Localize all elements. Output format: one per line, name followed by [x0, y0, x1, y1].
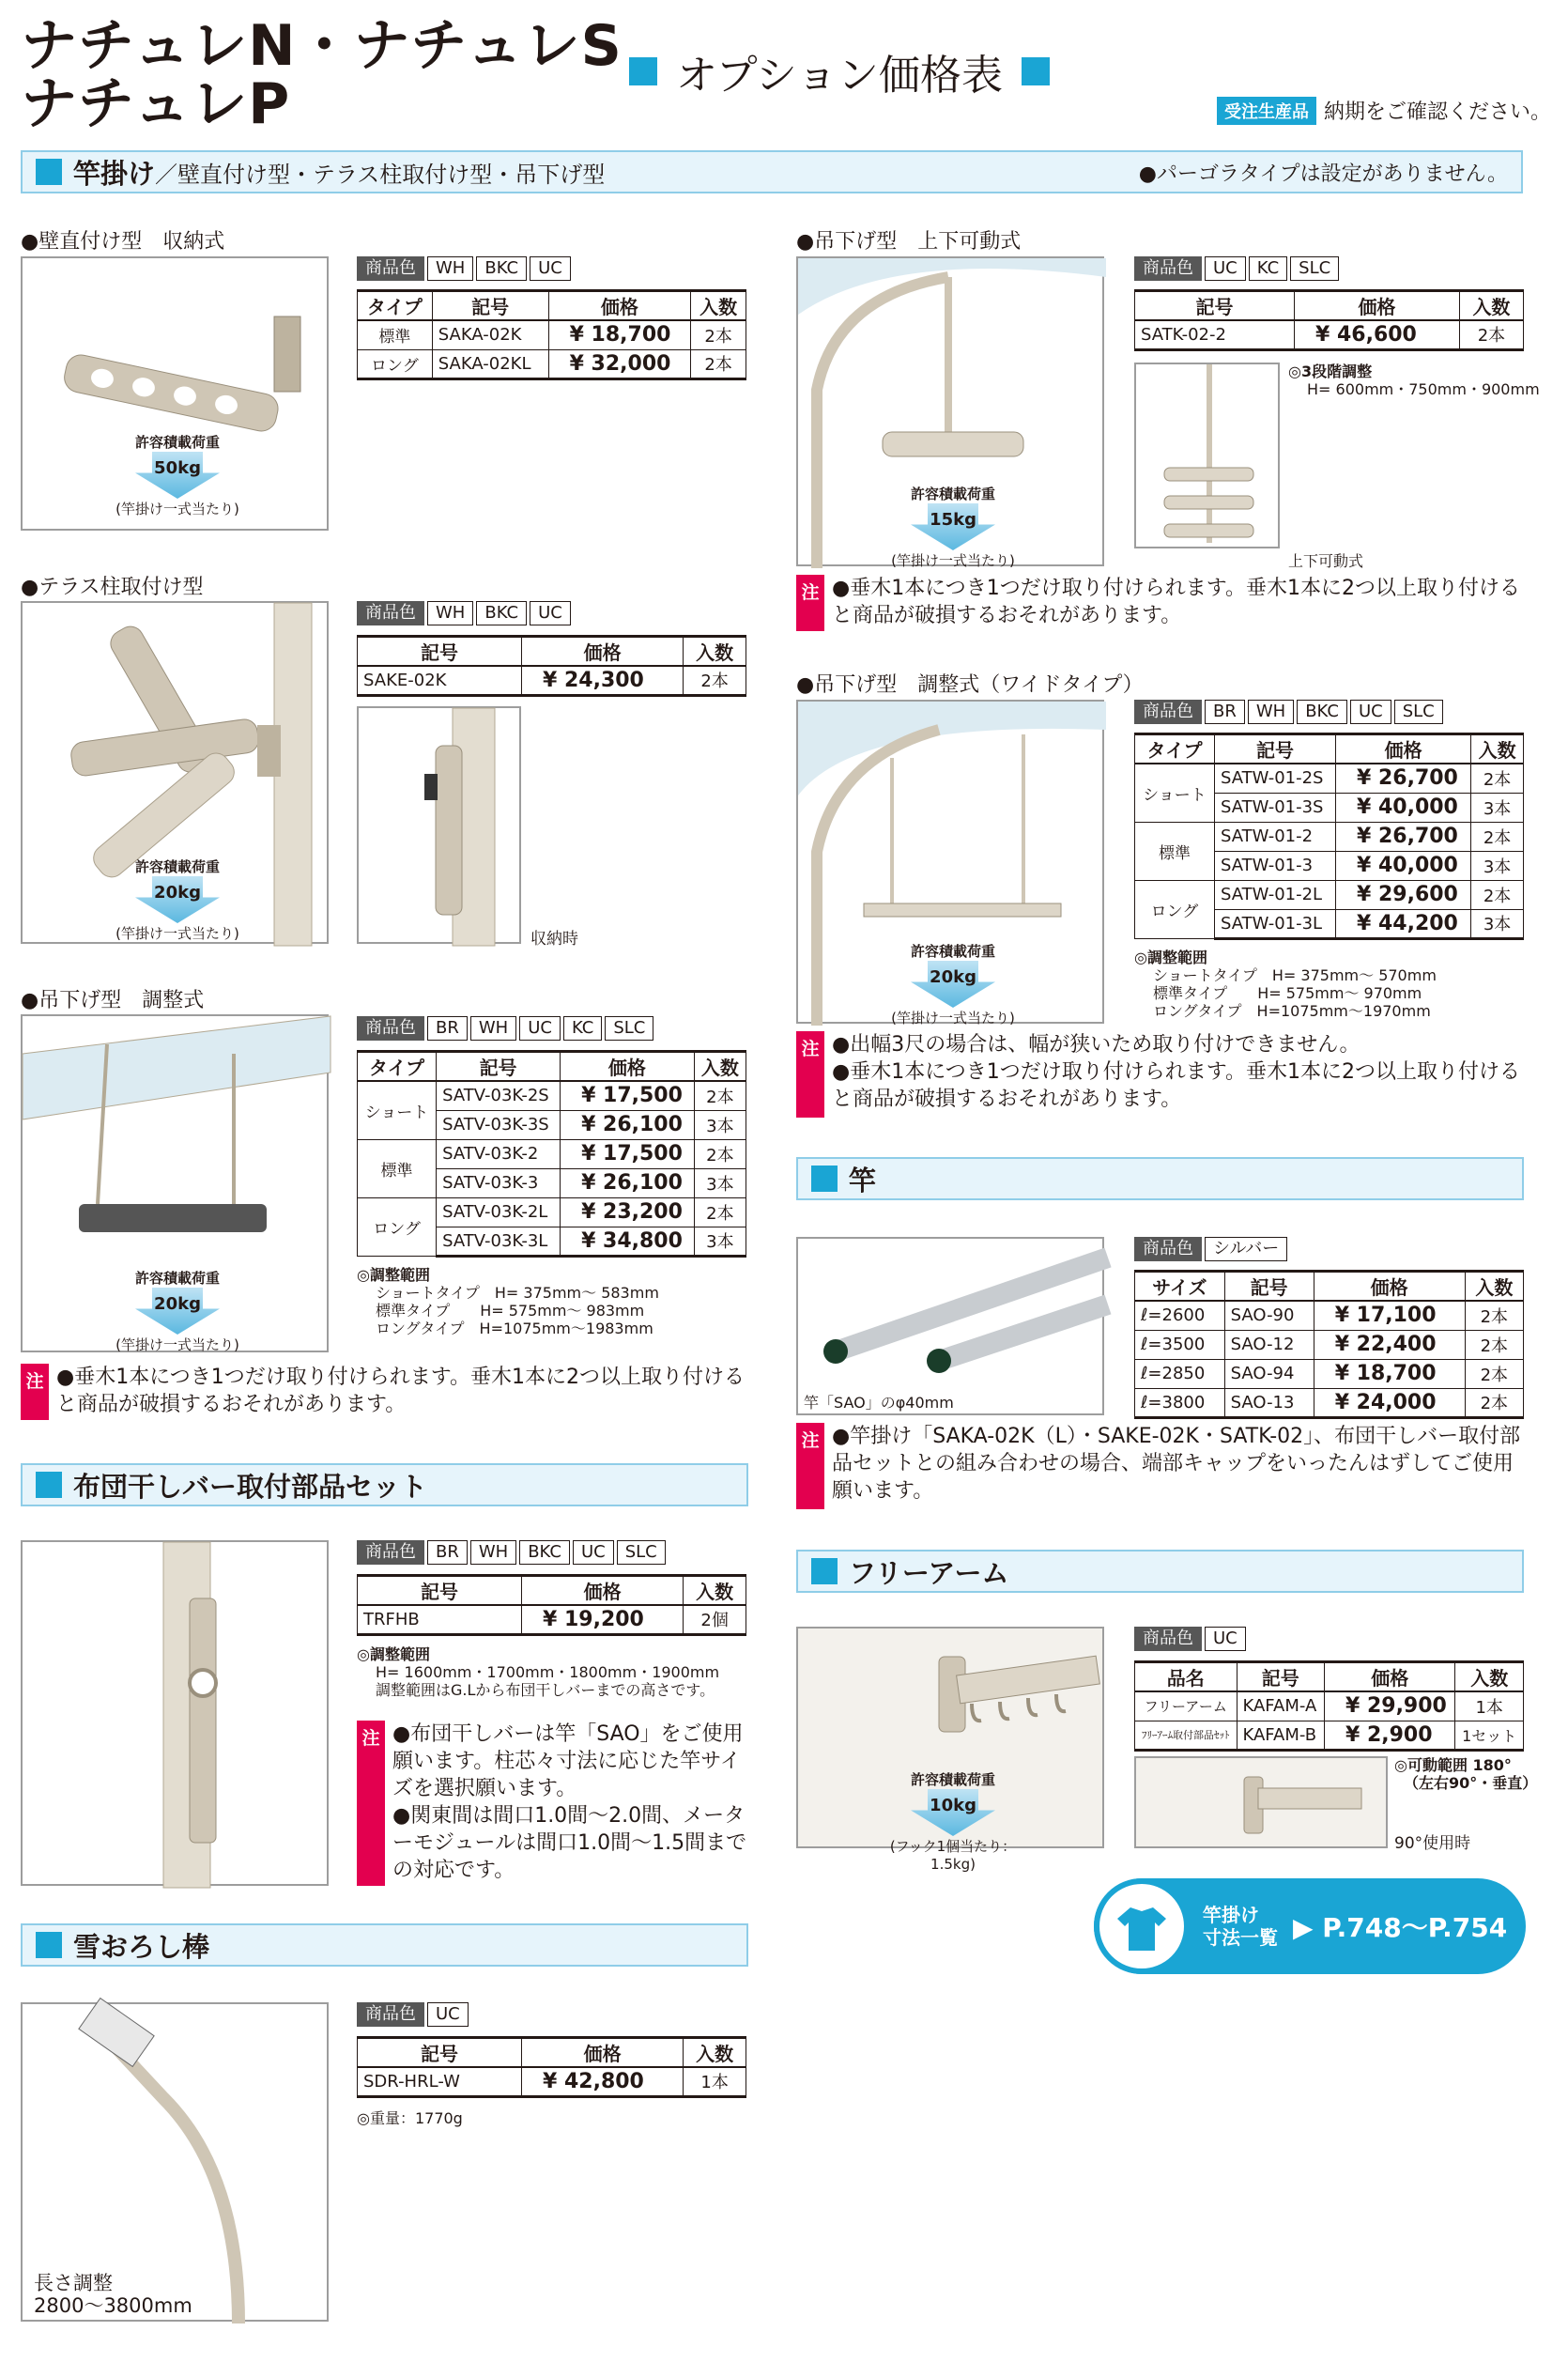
- color-chip: WH: [427, 256, 473, 281]
- load-note: (竿掛け一式当たり): [115, 501, 239, 517]
- color-label: 商品色: [357, 256, 424, 281]
- hang-adj-table: [357, 1050, 746, 1258]
- table-row: SATW-01-3 ¥ 40,000 3本: [1135, 851, 1524, 880]
- table-row: ℓ=3500 SAO-12 ¥ 22,400 2本: [1135, 1330, 1524, 1359]
- stored-caption: 収納時: [530, 930, 578, 949]
- hang-wide-note: [796, 1031, 1524, 1118]
- th: 品名: [1135, 1662, 1237, 1692]
- color-chip: BKC: [476, 256, 527, 281]
- hang-adj-heading: ●吊下げ型 調整式: [21, 989, 205, 1012]
- color-chip: SLC: [1290, 256, 1339, 281]
- free-load: [883, 1769, 1023, 1873]
- table-row: ロング SATW-01-2L ¥ 29,600 2本: [1135, 880, 1524, 909]
- note-text: ●関東間は間口1.0間～2.0間、メーターモジュールは間口1.0間～1.5間までの対応です。: [392, 1804, 747, 1882]
- section-snow: [21, 1923, 748, 1967]
- note-text: ●竿掛け「SAKA-02K（L）・SAKE-02K・SATK-02」、布団干しバー取付部品セットとの組み合わせの場合、端部キャップをいったんはずしてご使用願います。: [832, 1425, 1521, 1503]
- color-chip: WH: [470, 1016, 516, 1041]
- table-row: SATV-03K-3L ¥ 34,800 3本: [358, 1227, 746, 1256]
- snow-table: [357, 2036, 746, 2098]
- terrace-heading: ●テラス柱取付け型: [21, 576, 204, 599]
- color-label: 商品色: [1134, 1627, 1202, 1651]
- th: 価格: [522, 637, 684, 667]
- color-chip: SLC: [617, 1540, 666, 1565]
- note-mark: 注: [796, 1423, 824, 1509]
- snow-colors: [357, 2002, 469, 2027]
- table-row: ロング SATV-03K-2L ¥ 23,200 2本: [358, 1197, 746, 1227]
- note-text: ●布団干しバーは竿「SAO」をご使用願います。柱芯々寸法に応じた竿サイズを選択願います。: [392, 1722, 744, 1800]
- load-label: 許容積載荷重: [134, 858, 220, 875]
- square-icon: [36, 159, 62, 185]
- color-chip: UC: [519, 1016, 561, 1041]
- futon-colors: [357, 1540, 666, 1565]
- sao-table: [1134, 1270, 1524, 1419]
- load-label: 許容積載荷重: [134, 434, 220, 451]
- note-mark: 注: [796, 575, 824, 631]
- free-image: [796, 1627, 1104, 1873]
- color-label: 商品色: [357, 601, 424, 625]
- load-note: (竿掛け一式当たり): [115, 925, 239, 942]
- sao-note: [796, 1423, 1524, 1509]
- section-title: 布団干しバー取付部品セット: [73, 1470, 428, 1503]
- sao-image: [796, 1237, 1104, 1415]
- table-row: ℓ=2850 SAO-94 ¥ 18,700 2本: [1135, 1359, 1524, 1388]
- table-row: SATW-01-3S ¥ 40,000 3本: [1135, 793, 1524, 822]
- section-note: ●パーゴラタイプは設定がありません。: [1138, 162, 1508, 186]
- th: サイズ: [1135, 1272, 1225, 1302]
- table-row: SAKE-02K ¥ 24,300 2本: [358, 666, 746, 695]
- note-mark: 注: [21, 1364, 49, 1420]
- th: 記号: [358, 637, 522, 667]
- th: 入数: [1471, 734, 1524, 764]
- color-chip: SLC: [1394, 700, 1443, 724]
- note-mark: 注: [796, 1031, 824, 1118]
- color-chip: UC: [573, 1540, 614, 1565]
- table-row: ショート SATV-03K-2S ¥ 17,500 2本: [358, 1081, 746, 1110]
- color-chip: WH: [470, 1540, 516, 1565]
- th: 記号: [1214, 734, 1335, 764]
- color-chip: WH: [1248, 700, 1294, 724]
- snow-image: [21, 2002, 329, 2322]
- shirt-icon: [1094, 1878, 1190, 1974]
- wall-colors: [357, 256, 571, 281]
- hang-wide-heading: ●吊下げ型 調整式（ワイドタイプ）: [796, 673, 1144, 697]
- th: 価格: [1336, 734, 1471, 764]
- section-title: 竿: [849, 1164, 877, 1196]
- color-chip: SLC: [605, 1016, 653, 1041]
- color-label: 商品色: [357, 1016, 424, 1041]
- load-value: 10kg: [930, 1796, 976, 1815]
- hang-ud-adj-image: [1134, 363, 1280, 548]
- th: 価格: [548, 291, 691, 321]
- sao-colors: [1134, 1237, 1287, 1261]
- sao-caption: 竿「SAO」のφ40mm: [804, 1394, 954, 1412]
- wall-image: [21, 256, 329, 531]
- th: 記号: [358, 2038, 522, 2068]
- th: 価格: [522, 1576, 684, 1606]
- square-icon: [811, 1558, 838, 1584]
- color-chip: UC: [530, 256, 571, 281]
- load-value: 20kg: [154, 1294, 201, 1314]
- th: 価格: [1314, 1272, 1465, 1302]
- th: 入数: [694, 1052, 746, 1082]
- link-label: 竿掛け 寸法一覧: [1203, 1904, 1278, 1949]
- hang-wide-range: ◎調整範囲 ショートタイプ H= 375mm～ 570mm 標準タイプ H= 575mm～ 970mm ロングタイプ H=1075mm～1970mm: [1134, 949, 1437, 1020]
- th: タイプ: [358, 291, 433, 321]
- terrace-stored-image: [357, 706, 521, 944]
- hang-ud-load: [883, 484, 1023, 570]
- th: 価格: [1295, 291, 1460, 321]
- section-free: [796, 1550, 1524, 1593]
- th: 入数: [1455, 1662, 1524, 1692]
- load-note: (竿掛け一式当たり): [891, 552, 1015, 569]
- load-label: 許容積載荷重: [134, 1270, 220, 1287]
- th: 入数: [1465, 1272, 1523, 1302]
- th: 価格: [1324, 1662, 1454, 1692]
- futon-image: [21, 1540, 329, 1886]
- hang-adj-colors: [357, 1016, 653, 1041]
- note-mark: 注: [357, 1721, 385, 1886]
- free-range: ◎可動範囲 180° （左右90°・垂直）: [1394, 1756, 1538, 1792]
- table-row: SDR-HRL-W ¥ 42,800 1本: [358, 2067, 746, 2096]
- futon-table: [357, 1574, 746, 1636]
- dimension-link[interactable]: [1094, 1878, 1526, 1974]
- table-row: TRFHB ¥ 19,200 2個: [358, 1605, 746, 1634]
- table-row: ℓ=3800 SAO-13 ¥ 24,000 2本: [1135, 1388, 1524, 1417]
- color-chip: KC: [1249, 256, 1287, 281]
- section-title: 雪おろし棒: [73, 1930, 210, 1963]
- note-text: ●垂木1本につき1つだけ取り付けられます。垂木1本に2つ以上取り付けると商品が破損するおそれがあります。: [56, 1366, 745, 1416]
- terrace-table: [357, 635, 746, 697]
- adjust-illustration: [1136, 364, 1282, 550]
- load-value: 20kg: [930, 967, 976, 987]
- table-row: ℓ=2600 SAO-90 ¥ 17,100 2本: [1135, 1301, 1524, 1330]
- table-row: 標準 SATV-03K-2 ¥ 17,500 2本: [358, 1139, 746, 1168]
- hang-ud-caption: 上下可動式: [1288, 552, 1364, 570]
- load-note: (竿掛け一式当たり): [115, 1336, 239, 1353]
- wall-load: [107, 432, 248, 518]
- hang-adj-image: [21, 1014, 329, 1352]
- load-label: 許容積載荷重: [910, 1771, 995, 1788]
- hang-ud-colors: [1134, 256, 1339, 281]
- table-row: ﾌﾘｰｱｰﾑ取付部品ｾｯﾄ KAFAM-B ¥ 2,900 1セット: [1135, 1721, 1524, 1750]
- th: タイプ: [358, 1052, 437, 1082]
- color-chip: BR: [427, 1540, 468, 1565]
- th: 入数: [1459, 291, 1523, 321]
- table-row: SATK-02-2 ¥ 46,600 2本: [1135, 320, 1524, 349]
- color-chip: UC: [1350, 700, 1391, 724]
- order-badge: 受注生産品: [1217, 97, 1316, 125]
- hang-adj-load: [107, 1268, 248, 1354]
- stored-illustration: [359, 708, 523, 946]
- color-label: 商品色: [357, 2002, 424, 2027]
- hang-ud-heading: ●吊下げ型 上下可動式: [796, 230, 1022, 254]
- hang-wide-colors: [1134, 700, 1443, 724]
- th: 価格: [561, 1052, 695, 1082]
- free-table: [1134, 1660, 1524, 1752]
- square-icon: [1022, 57, 1050, 85]
- th: 記号: [358, 1576, 522, 1606]
- color-chip: KC: [563, 1016, 602, 1041]
- color-chip: WH: [427, 601, 473, 625]
- note-text: ●出幅3尺の場合は、幅が狭いため取り付けできません。: [832, 1033, 1360, 1057]
- th: 記号: [1224, 1272, 1314, 1302]
- square-icon: [629, 57, 657, 85]
- load-value: 50kg: [154, 458, 201, 478]
- color-label: 商品色: [1134, 256, 1202, 281]
- load-label: 許容積載荷重: [910, 486, 995, 502]
- th: 価格: [522, 2038, 684, 2068]
- color-label: 商品色: [1134, 700, 1202, 724]
- free-caption: 90°使用時: [1394, 1834, 1471, 1853]
- load-note: (竿掛け一式当たり): [891, 1010, 1015, 1027]
- free-arm-90-illustration: [1136, 1758, 1390, 1850]
- hang-ud-note: [796, 575, 1524, 631]
- th: 記号: [1237, 1662, 1324, 1692]
- snow-length: 長さ調整 2800～3800mm: [34, 2272, 192, 2317]
- square-icon: [36, 1472, 62, 1498]
- color-chip: UC: [1205, 1627, 1246, 1651]
- th: 入数: [691, 291, 746, 321]
- table-row: フリーアーム KAFAM-A ¥ 29,900 1本: [1135, 1691, 1524, 1721]
- section-futon: [21, 1463, 748, 1506]
- option-title: [629, 41, 1050, 101]
- table-row: 標準 SAKA-02K ¥ 18,700 2本: [358, 320, 746, 349]
- terrace-image: [21, 601, 329, 944]
- load-note: (フック1個当たり：1.5kg): [889, 1838, 1017, 1873]
- color-label: 商品色: [1134, 1237, 1202, 1261]
- futon-note: [357, 1721, 751, 1886]
- order-note: [1217, 96, 1551, 125]
- color-chip: BR: [427, 1016, 468, 1041]
- color-chip: BR: [1205, 700, 1245, 724]
- wall-table: [357, 289, 746, 380]
- hang-wide-table: [1134, 733, 1524, 940]
- title-line1: ナチュレN・ナチュレS: [21, 13, 623, 79]
- hang-wide-load: [883, 941, 1023, 1027]
- hang-ud-adj: ◎3段階調整 H= 600mm・750mm・900mm: [1288, 363, 1540, 398]
- note-text: ●垂木1本につき1つだけ取り付けられます。垂木1本に2つ以上取り付けると商品が破損するおそれがあります。: [832, 1060, 1520, 1111]
- order-note-text: 納期をご確認ください。: [1324, 100, 1552, 124]
- color-chip: シルバー: [1205, 1237, 1287, 1261]
- color-chip: BKC: [1297, 700, 1347, 724]
- table-row: SATV-03K-3S ¥ 26,100 3本: [358, 1110, 746, 1139]
- wall-heading: ●壁直付け型 収納式: [21, 230, 225, 254]
- color-chip: UC: [530, 601, 571, 625]
- hang-wide-image: [796, 700, 1104, 1027]
- table-row: 標準 SATW-01-2 ¥ 26,700 2本: [1135, 822, 1524, 851]
- color-chip: BKC: [476, 601, 527, 625]
- th: 入数: [684, 2038, 746, 2068]
- section-kake: [21, 150, 1523, 193]
- load-value: 15kg: [930, 510, 976, 530]
- square-icon: [811, 1166, 838, 1192]
- load-label: 許容積載荷重: [910, 943, 995, 960]
- th: 入数: [684, 1576, 746, 1606]
- free-90-image: [1134, 1756, 1388, 1848]
- square-icon: [36, 1932, 62, 1958]
- section-sao: [796, 1157, 1524, 1200]
- page-title: [21, 13, 623, 137]
- section-title: 竿掛け: [73, 157, 156, 190]
- futon-range: ◎調整範囲 H= 1600mm・1700mm・1800mm・1900mm 調整範囲はG.Lから布団干しバーまでの高さです。: [357, 1645, 720, 1699]
- terrace-colors: [357, 601, 571, 625]
- hang-adj-note: [21, 1364, 751, 1420]
- link-pages: ▶ P.748～P.754: [1293, 1912, 1508, 1943]
- table-row: ロング SAKA-02KL ¥ 32,000 2本: [358, 349, 746, 378]
- snow-weight: ◎重量：1770g: [357, 2109, 463, 2127]
- hang-ud-table: [1134, 289, 1524, 351]
- option-title-text: オプション価格表: [676, 52, 1004, 100]
- color-chip: BKC: [519, 1540, 570, 1565]
- th: 記号: [432, 291, 548, 321]
- th: タイプ: [1135, 734, 1215, 764]
- color-chip: UC: [1205, 256, 1246, 281]
- free-colors: [1134, 1627, 1246, 1651]
- th: 入数: [684, 637, 746, 667]
- load-value: 20kg: [154, 883, 201, 903]
- terrace-load: [107, 857, 248, 943]
- section-title: フリーアーム: [849, 1556, 1009, 1589]
- title-line2: ナチュレP: [21, 71, 291, 137]
- th: 記号: [437, 1052, 561, 1082]
- section-subtitle: ／壁直付け型・テラス柱取付け型・吊下げ型: [155, 161, 606, 188]
- hang-adj-range: ◎調整範囲 ショートタイプ H= 375mm～ 583mm 標準タイプ H= 575mm～ 983mm ロングタイプ H=1075mm～1983mm: [357, 1266, 659, 1337]
- futon-illustration: [23, 1542, 331, 1888]
- table-row: ショート SATW-01-2S ¥ 26,700 2本: [1135, 764, 1524, 793]
- color-label: 商品色: [357, 1540, 424, 1565]
- th: 記号: [1135, 291, 1295, 321]
- hang-ud-image: [796, 256, 1104, 569]
- table-row: SATV-03K-3 ¥ 26,100 3本: [358, 1168, 746, 1197]
- note-text: ●垂木1本につき1つだけ取り付けられます。垂木1本に2つ以上取り付けると商品が破損するおそれがあります。: [832, 577, 1520, 627]
- color-chip: UC: [427, 2002, 469, 2027]
- table-row: SATW-01-3L ¥ 44,200 3本: [1135, 909, 1524, 938]
